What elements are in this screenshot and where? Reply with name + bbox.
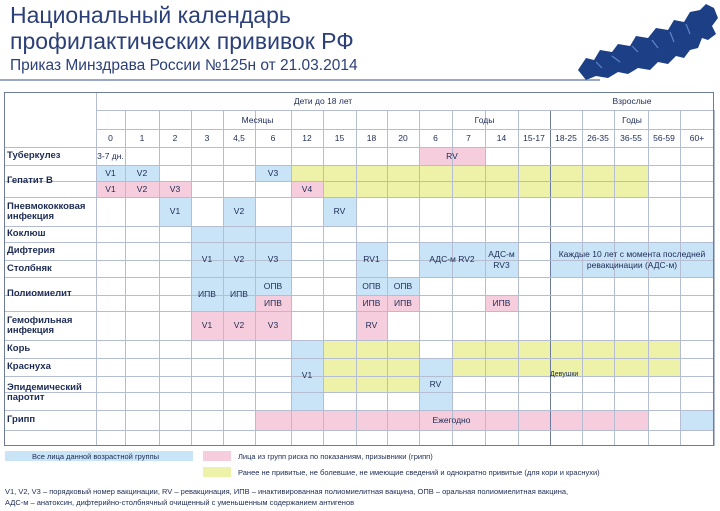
hib-rv: RV <box>365 320 378 331</box>
row-label-measles: Корь <box>7 343 31 355</box>
footnote-line-2: АДС-м – анатоксин, дифтерийно-столбнячный очищенный с уменьшенным содержанием антигенов <box>5 498 355 507</box>
table-frame <box>4 92 714 446</box>
girls-note: Девушки <box>550 370 579 378</box>
russia-map-icon <box>572 0 720 84</box>
age-column-header: 1 <box>139 133 145 143</box>
age-column-header: 18-25 <box>555 133 577 143</box>
hepb-v3: V3 <box>267 167 279 178</box>
age-column-header: 14 <box>496 133 507 143</box>
hepb-risk-v2: V2 <box>136 183 148 194</box>
hepb-risk-v1: V1 <box>105 183 116 194</box>
row-label-polio: Полиомиелит <box>7 288 72 300</box>
hib-v1: V1 <box>201 320 213 331</box>
adult-ads-note: Каждые 10 лет с момента последней ревакцинации (АДС-м) <box>558 249 706 270</box>
polio-opv-20: ОПВ <box>393 280 413 291</box>
adults-group-header: Взрослые <box>612 96 652 106</box>
age-column-header: 20 <box>398 133 408 143</box>
hepb-risk-v3: V3 <box>169 183 181 194</box>
age-column-header: 4,5 <box>233 133 245 143</box>
age-column-header: 7 <box>466 133 471 143</box>
polio-ipv-20: ИПВ <box>394 297 412 308</box>
age-column-header: 15-17 <box>523 133 545 143</box>
row-label-tb: Туберкулез <box>7 150 61 162</box>
years-header: Годы <box>474 114 495 125</box>
polio-opv-18: ОПВ <box>362 280 381 291</box>
age-column-header: 56-59 <box>653 133 675 143</box>
age-column-header: 36-55 <box>620 133 642 143</box>
hepb-risk-v4: V4 <box>301 183 313 194</box>
title-divider <box>0 79 600 81</box>
polio-ipv-45: ИПВ <box>230 288 248 299</box>
dtp-v3: V3 <box>267 254 279 265</box>
tb-revaccination: RV <box>446 150 458 161</box>
row-label-flu: Грипп <box>7 414 36 426</box>
months-header: Месяцы <box>241 114 274 125</box>
row-label-hepb: Гепатит В <box>7 175 53 187</box>
vaccination-schedule-table <box>4 92 714 446</box>
legend-all-persons: Все лица данной возрастной группы <box>32 452 160 461</box>
dtp-v2: V2 <box>233 254 245 265</box>
footnote-line-1: V1, V2, V3 – порядковый номер вакцинации, RV – ревакцинация, ИПВ – инактивированная полиомиелитная вакцина, ОПВ – оральная полиомиелитная вакцина, <box>5 487 569 496</box>
flu-yearly: Ежегодно <box>432 414 471 425</box>
hib-v3: V3 <box>267 320 279 331</box>
legend-swatch-risk-groups <box>203 451 231 461</box>
row-label-tetanus: Столбняк <box>7 262 52 274</box>
page-title-line-2: профилактических прививок РФ <box>10 28 354 54</box>
tb-vaccination: 3-7 дн. <box>97 150 124 161</box>
row-label-hib: Гемофильная инфекция <box>7 314 73 336</box>
age-column-header: 60+ <box>689 133 705 143</box>
mmr-rv: RV <box>429 378 442 389</box>
age-column-header: 2 <box>172 133 178 143</box>
hepb-v1: V1 <box>105 167 116 178</box>
age-column-header: 18 <box>366 133 377 143</box>
ads-rv2: АДС-м RV2 <box>429 254 475 265</box>
polio-ipv-6: ИПВ <box>264 297 282 308</box>
polio-ipv-14: ИПВ <box>492 297 511 308</box>
order-reference: Приказ Минздрава России №125н от 21.03.2014 <box>10 57 358 74</box>
row-label-pneumo: Пневмококковая инфекция <box>7 200 86 222</box>
children-group-header: Дети до 18 лет <box>293 96 353 106</box>
age-column-header: 26-35 <box>587 133 609 143</box>
polio-ipv-3: ИПВ <box>198 288 216 299</box>
pneumo-v1: V1 <box>169 206 181 217</box>
mmr-v1: V1 <box>301 369 313 380</box>
pneumo-rv: RV <box>333 206 346 217</box>
row-label-mumps: Эпидемический паротит <box>7 382 82 403</box>
legend-not-vaccinated: Ранее не привитые, не болевшие, не имеющие сведений и однократно привитые (для кори и краснухи) <box>238 468 600 477</box>
hepb-v2: V2 <box>136 167 148 178</box>
row-label-pertussis: Коклюш <box>7 228 46 240</box>
hib-v2: V2 <box>233 320 245 331</box>
dtp-v1: V1 <box>201 254 213 265</box>
dtp-rv1: RV1 <box>363 254 380 265</box>
row-label-diphtheria: Дифтерия <box>7 245 55 257</box>
age-column-header: 15 <box>334 133 345 143</box>
age-column-header: 6 <box>270 133 276 143</box>
polio-ipv-18: ИПВ <box>362 297 381 308</box>
age-column-header: 3 <box>204 133 210 143</box>
legend-swatch-not-vaccinated <box>203 467 231 477</box>
row-label-rubella: Краснуха <box>7 361 51 373</box>
page-title-line-1: Национальный календарь <box>10 2 291 28</box>
grid-line <box>714 110 715 446</box>
age-column-header: 6 <box>433 133 438 143</box>
ads-rv3: АДС-м RV3 <box>488 249 515 270</box>
polio-opv-6: ОПВ <box>263 280 283 291</box>
adult-years-header: Годы <box>622 114 642 125</box>
age-column-header: 12 <box>302 133 312 143</box>
legend-risk-groups: Лица из групп риска по показаниям, призывники (грипп) <box>238 452 433 461</box>
pneumo-v2: V2 <box>233 206 245 217</box>
age-column-header: 0 <box>108 133 113 143</box>
